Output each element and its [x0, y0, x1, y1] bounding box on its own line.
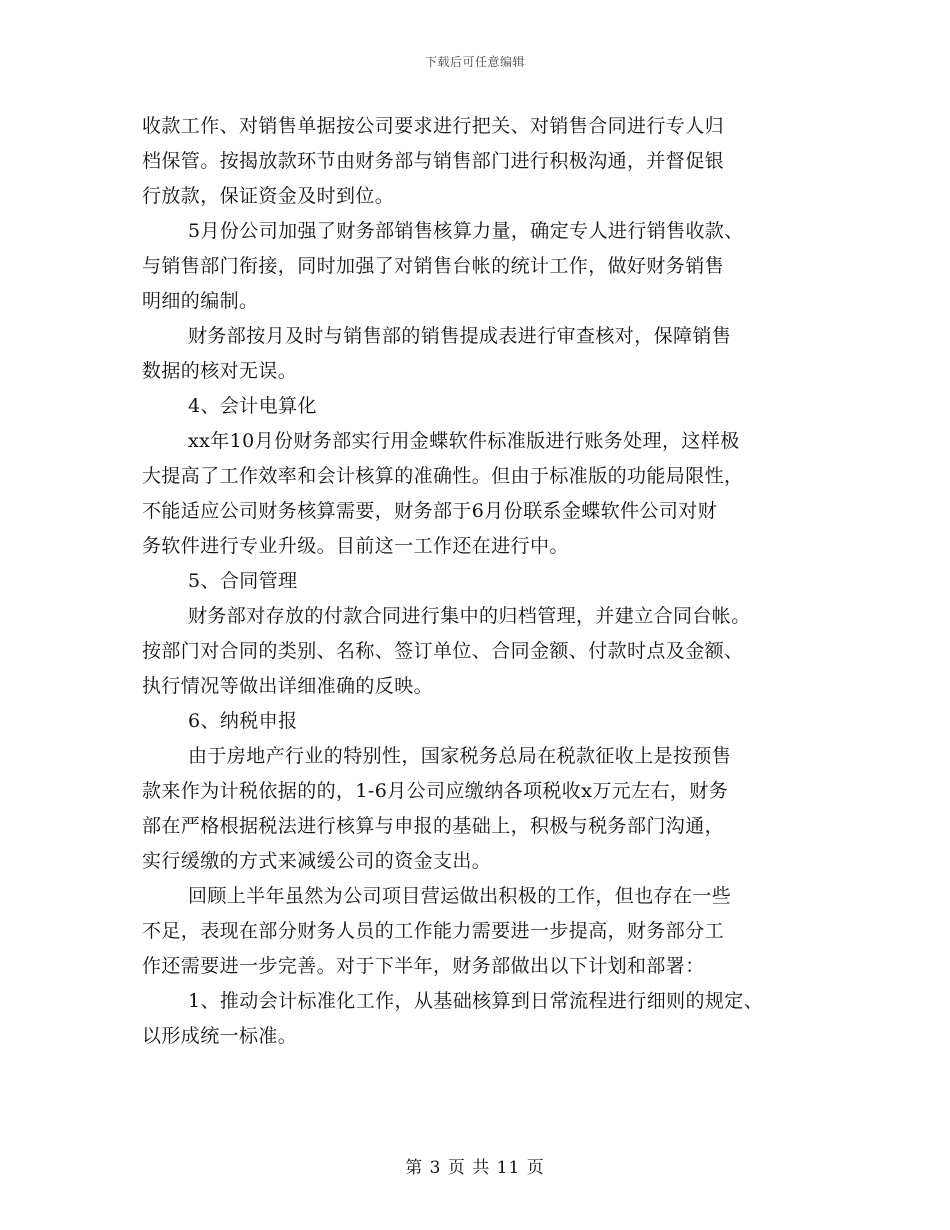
text-line: 明细的编制。 — [142, 290, 259, 312]
section-heading: 5、合同管理 — [188, 570, 298, 592]
text-line: 务软件进行专业升级。目前这一工作还在进行中。 — [142, 535, 569, 557]
text-line: 与销售部门衔接，同时加强了对销售台帐的统计工作，做好财务销售 — [142, 255, 725, 277]
text-line: 由于房地产行业的特别性，国家税务总局在税款征收上是按预售 — [188, 745, 732, 767]
text-line: 大提高了工作效率和会计核算的准确性。但由于标准版的功能局限性， — [142, 465, 744, 487]
text-line: 按部门对合同的类别、名称、签订单位、合同金额、付款时点及金额、 — [142, 640, 744, 662]
text-line: 回顾上半年虽然为公司项目营运做出积极的工作，但也存在一些 — [188, 885, 732, 907]
text-line: 收款工作、对销售单据按公司要求进行把关、对销售合同进行专人归 — [142, 115, 725, 137]
text-line: 部在严格根据税法进行核算与申报的基础上，积极与税务部门沟通， — [142, 815, 725, 837]
page-header: 下载后可任意编辑 — [424, 55, 525, 69]
text-line: xx年10月份财务部实行用金蝶软件标准版进行账务处理，这样极 — [188, 430, 740, 452]
text-line: 不足，表现在部分财务人员的工作能力需要进一步提高，财务部分工 — [142, 920, 725, 942]
text-line: 财务部对存放的付款合同进行集中的归档管理，并建立合同台帐。 — [188, 605, 751, 627]
text-line: 行放款，保证资金及时到位。 — [142, 185, 395, 207]
document-body — [142, 109, 812, 1054]
section-heading: 6、纳税申报 — [188, 710, 298, 732]
text-line: 实行缓缴的方式来减缓公司的资金支出。 — [142, 850, 492, 872]
text-line: 款来作为计税依据的的，1-6月公司应缴纳各项税收x万元左右，财务 — [142, 780, 729, 802]
text-line: 5月份公司加强了财务部销售核算力量，确定专人进行销售收款、 — [188, 220, 744, 242]
text-line: 作还需要进一步完善。对于下半年，财务部做出以下计划和部署： — [142, 955, 705, 977]
text-line: 以形成统一标准。 — [142, 1025, 298, 1047]
section-heading: 4、会计电算化 — [188, 395, 317, 417]
page-number-footer: 第 3 页 共 11 页 — [405, 1158, 545, 1178]
text-line: 不能适应公司财务核算需要，财务部于6月份联系金蝶软件公司对财 — [142, 500, 718, 522]
text-line: 数据的核对无误。 — [142, 360, 298, 382]
text-line: 执行情况等做出详细准确的反映。 — [142, 675, 434, 697]
text-line: 1、推动会计标准化工作，从基础核算到日常流程进行细则的规定、 — [188, 990, 764, 1012]
text-line: 财务部按月及时与销售部的销售提成表进行审查核对，保障销售 — [188, 325, 732, 347]
text-line: 档保管。按揭放款环节由财务部与销售部门进行积极沟通，并督促银 — [142, 150, 725, 172]
